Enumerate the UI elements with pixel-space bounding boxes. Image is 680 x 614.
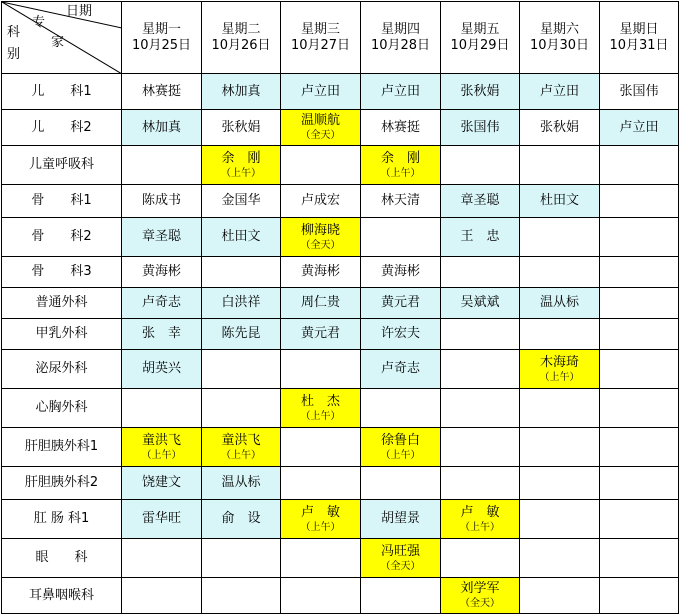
session-note: （上午） xyxy=(300,521,341,533)
department-label: 肝胆胰外科1 xyxy=(2,428,122,467)
schedule-cell xyxy=(122,578,202,614)
schedule-cell xyxy=(122,350,202,389)
department-label: 骨 科1 xyxy=(2,185,122,218)
schedule-cell xyxy=(520,389,600,428)
schedule-cell xyxy=(441,389,520,428)
day-header xyxy=(600,2,679,74)
corner-header xyxy=(2,2,122,74)
schedule-cell xyxy=(202,578,281,614)
doctor-name: 杜田文 xyxy=(539,193,579,208)
doctor-name: 徐鲁白 xyxy=(380,432,420,448)
schedule-cell xyxy=(361,539,441,578)
session-note: （上午） xyxy=(300,410,341,422)
department-label: 眼 科 xyxy=(2,539,122,578)
day-date: 10月31日 xyxy=(609,37,669,53)
schedule-cell xyxy=(600,428,679,467)
table-row xyxy=(2,389,679,428)
schedule-cell xyxy=(202,288,281,319)
corner-label-dept-1: 科 xyxy=(7,25,21,40)
schedule-cell xyxy=(281,350,361,389)
department-label: 普通外科 xyxy=(2,288,122,319)
session-note: （上午） xyxy=(460,521,500,533)
schedule-cell xyxy=(122,257,202,288)
day-name: 星期五 xyxy=(460,21,500,37)
schedule-cell xyxy=(202,74,281,110)
doctor-name: 卢立田 xyxy=(300,83,340,99)
schedule-cell xyxy=(600,146,679,185)
doctor-name: 章圣聪 xyxy=(141,229,181,244)
schedule-cell xyxy=(202,218,281,257)
schedule-cell xyxy=(122,74,202,110)
schedule-cell xyxy=(520,578,600,614)
day-header xyxy=(441,2,520,74)
schedule-cell xyxy=(441,146,520,185)
doctor-name: 黄海彬 xyxy=(380,264,420,279)
doctor-name: 童洪飞 xyxy=(221,432,261,448)
day-date: 10月25日 xyxy=(131,37,192,53)
schedule-cell xyxy=(361,500,441,539)
department-label: 耳鼻咽喉科 xyxy=(2,578,122,614)
doctor-name: 胡英兴 xyxy=(141,361,181,376)
schedule-cell xyxy=(441,578,520,614)
schedule-cell xyxy=(520,319,600,350)
doctor-name: 张国伟 xyxy=(619,83,659,99)
schedule-cell xyxy=(202,185,281,218)
table-row xyxy=(2,288,679,319)
doctor-name: 张秋娟 xyxy=(539,119,579,135)
schedule-cell xyxy=(600,467,679,500)
doctor-name: 林加真 xyxy=(141,119,181,135)
doctor-name: 温顺航 xyxy=(300,113,340,128)
schedule-cell xyxy=(281,578,361,614)
doctor-name: 卢成宏 xyxy=(300,193,340,208)
table-row xyxy=(2,110,679,146)
schedule-cell xyxy=(361,350,441,389)
session-note: （上午） xyxy=(380,449,421,461)
doctor-name: 黄海彬 xyxy=(300,264,340,279)
table-row xyxy=(2,500,679,539)
schedule-cell xyxy=(122,110,202,146)
session-note: （上午） xyxy=(539,371,580,383)
doctor-name: 王 忠 xyxy=(460,229,500,244)
schedule-cell xyxy=(361,185,441,218)
session-note: （上午） xyxy=(380,167,421,179)
schedule-cell xyxy=(520,288,600,319)
doctor-name: 金国华 xyxy=(221,193,261,208)
schedule-cell xyxy=(441,218,520,257)
schedule-cell xyxy=(361,389,441,428)
schedule-cell xyxy=(281,467,361,500)
table-row xyxy=(2,146,679,185)
doctor-name: 陈先昆 xyxy=(221,326,261,341)
department-label: 骨 科3 xyxy=(2,257,122,288)
corner-label-dept-2: 别 xyxy=(7,47,21,62)
schedule-cell xyxy=(281,319,361,350)
day-header xyxy=(202,2,281,74)
schedule-cell xyxy=(600,578,679,614)
schedule-cell xyxy=(122,539,202,578)
doctor-name: 白洪祥 xyxy=(221,295,261,310)
schedule-cell xyxy=(441,350,520,389)
schedule-cell xyxy=(441,467,520,500)
schedule-cell xyxy=(520,74,600,110)
table-row xyxy=(2,319,679,350)
schedule-cell xyxy=(600,500,679,539)
table-row xyxy=(2,185,679,218)
schedule-cell xyxy=(202,500,281,539)
doctor-name: 黄海彬 xyxy=(141,264,181,279)
table-row xyxy=(2,350,679,389)
schedule-cell xyxy=(361,428,441,467)
schedule-cell xyxy=(361,288,441,319)
session-note: （全天） xyxy=(300,239,341,251)
doctor-name: 卢立田 xyxy=(619,119,659,135)
schedule-cell xyxy=(520,218,600,257)
schedule-cell xyxy=(441,539,520,578)
table-row xyxy=(2,257,679,288)
session-note: （全天） xyxy=(460,598,500,609)
day-name: 星期六 xyxy=(539,21,579,37)
doctor-name: 吴斌斌 xyxy=(460,295,500,310)
schedule-cell xyxy=(520,350,600,389)
schedule-cell xyxy=(281,539,361,578)
schedule-cell xyxy=(122,428,202,467)
doctor-name: 杜 杰 xyxy=(300,393,340,409)
doctor-name: 陈成书 xyxy=(141,193,181,208)
schedule-cell xyxy=(202,350,281,389)
schedule-cell xyxy=(281,389,361,428)
schedule-cell xyxy=(281,257,361,288)
schedule-cell xyxy=(600,539,679,578)
table-row xyxy=(2,467,679,500)
schedule-cell xyxy=(520,146,600,185)
day-date: 10月30日 xyxy=(529,37,590,53)
schedule-cell xyxy=(361,146,441,185)
doctor-name: 卢奇志 xyxy=(141,295,181,310)
schedule-cell xyxy=(441,74,520,110)
doctor-name: 许宏夫 xyxy=(380,326,420,341)
department-label: 骨 科2 xyxy=(2,218,122,257)
schedule-cell xyxy=(122,218,202,257)
schedule-cell xyxy=(202,539,281,578)
doctor-name: 余 刚 xyxy=(221,150,261,166)
doctor-name: 柳海晓 xyxy=(300,222,340,238)
corner-label-expert-2: 家 xyxy=(51,35,65,50)
session-note: （上午） xyxy=(221,449,261,461)
schedule-cell xyxy=(600,110,679,146)
schedule-cell xyxy=(122,185,202,218)
department-label: 甲乳外科 xyxy=(2,319,122,350)
schedule-cell xyxy=(281,185,361,218)
day-header xyxy=(520,2,600,74)
schedule-cell xyxy=(441,110,520,146)
session-note: （全天） xyxy=(380,560,421,572)
doctor-name: 杜田文 xyxy=(221,229,261,244)
schedule-cell xyxy=(441,288,520,319)
schedule-cell xyxy=(520,539,600,578)
table-row xyxy=(2,218,679,257)
day-name: 星期二 xyxy=(221,21,261,37)
doctor-name: 黄元君 xyxy=(380,295,420,310)
schedule-cell xyxy=(202,319,281,350)
doctor-name: 雷华旺 xyxy=(141,511,181,526)
schedule-cell xyxy=(600,350,679,389)
doctor-name: 张秋娟 xyxy=(221,119,261,135)
doctor-name: 木海琦 xyxy=(539,354,579,370)
department-label: 儿 科2 xyxy=(2,110,122,146)
corner-label-expert-1: 专 xyxy=(32,15,46,30)
schedule-cell xyxy=(281,288,361,319)
department-label: 肛 肠 科1 xyxy=(2,500,122,539)
doctor-name: 张国伟 xyxy=(460,119,500,135)
schedule-cell xyxy=(122,288,202,319)
doctor-name: 林天清 xyxy=(380,193,420,208)
day-header xyxy=(361,2,441,74)
schedule-cell xyxy=(281,74,361,110)
doctor-name: 冯旺强 xyxy=(380,543,420,559)
session-note: （全天） xyxy=(300,130,341,141)
table-row xyxy=(2,539,679,578)
doctor-name: 张 幸 xyxy=(141,326,181,341)
day-date: 10月26日 xyxy=(211,37,271,53)
schedule-cell xyxy=(600,74,679,110)
schedule-cell xyxy=(600,288,679,319)
day-header xyxy=(122,2,202,74)
day-name: 星期四 xyxy=(380,21,420,37)
doctor-name: 林赛挺 xyxy=(380,119,420,135)
schedule-cell xyxy=(281,110,361,146)
schedule-cell xyxy=(361,467,441,500)
doctor-name: 饶建文 xyxy=(141,475,181,490)
schedule-cell xyxy=(441,257,520,288)
schedule-cell xyxy=(122,389,202,428)
schedule-cell xyxy=(441,428,520,467)
schedule-cell xyxy=(281,146,361,185)
department-label: 心胸外科 xyxy=(2,389,122,428)
schedule-cell xyxy=(441,185,520,218)
schedule-cell xyxy=(281,500,361,539)
doctor-name: 卢 敏 xyxy=(300,504,340,520)
schedule-cell xyxy=(520,110,600,146)
session-note: （上午） xyxy=(141,449,182,461)
schedule-cell xyxy=(520,185,600,218)
schedule-cell xyxy=(520,257,600,288)
day-name: 星期一 xyxy=(141,21,181,37)
schedule-cell xyxy=(202,467,281,500)
schedule-cell xyxy=(202,428,281,467)
doctor-name: 卢奇志 xyxy=(380,361,420,376)
doctor-name: 林加真 xyxy=(221,83,261,99)
schedule-cell xyxy=(361,578,441,614)
schedule-cell xyxy=(520,500,600,539)
department-label: 泌尿外科 xyxy=(2,350,122,389)
schedule-cell xyxy=(441,319,520,350)
schedule-cell xyxy=(600,389,679,428)
doctor-name: 胡望景 xyxy=(380,511,420,526)
schedule-cell xyxy=(600,185,679,218)
session-note: （上午） xyxy=(221,167,261,179)
corner-label-date: 日期 xyxy=(66,4,93,19)
doctor-name: 卢立田 xyxy=(539,83,579,99)
doctor-name: 刘学军 xyxy=(460,581,500,596)
header-row xyxy=(2,2,679,74)
schedule-cell xyxy=(122,500,202,539)
department-label: 肝胆胰外科2 xyxy=(2,467,122,500)
schedule-cell xyxy=(600,319,679,350)
schedule-cell xyxy=(361,218,441,257)
schedule-cell xyxy=(202,389,281,428)
day-header xyxy=(281,2,361,74)
schedule-cell xyxy=(600,218,679,257)
schedule-cell xyxy=(122,146,202,185)
schedule-cell xyxy=(361,74,441,110)
schedule-cell xyxy=(202,110,281,146)
schedule-cell xyxy=(441,500,520,539)
doctor-name: 余 刚 xyxy=(380,150,420,166)
doctor-name: 俞 设 xyxy=(221,511,261,526)
doctor-name: 林赛挺 xyxy=(141,83,181,99)
department-label: 儿 科1 xyxy=(2,74,122,110)
day-name: 星期三 xyxy=(300,21,340,37)
schedule-cell xyxy=(361,110,441,146)
schedule-table xyxy=(1,1,679,614)
schedule-cell xyxy=(202,257,281,288)
schedule-cell xyxy=(202,146,281,185)
doctor-name: 童洪飞 xyxy=(141,432,181,448)
schedule-cell xyxy=(520,428,600,467)
schedule-cell xyxy=(361,319,441,350)
day-date: 10月29日 xyxy=(450,37,510,53)
doctor-name: 卢 敏 xyxy=(460,504,500,520)
schedule-cell xyxy=(361,257,441,288)
doctor-name: 周仁贵 xyxy=(300,295,340,310)
doctor-name: 卢立田 xyxy=(380,83,420,99)
day-name: 星期日 xyxy=(619,21,659,37)
schedule-cell xyxy=(122,467,202,500)
day-date: 10月28日 xyxy=(370,37,431,53)
doctor-name: 章圣聪 xyxy=(460,193,500,208)
schedule-cell xyxy=(281,428,361,467)
doctor-name: 温从标 xyxy=(221,475,261,490)
schedule-cell xyxy=(600,257,679,288)
schedule-cell xyxy=(520,467,600,500)
department-label: 儿童呼吸科 xyxy=(2,146,122,185)
schedule-cell xyxy=(122,319,202,350)
table-row xyxy=(2,578,679,614)
day-date: 10月27日 xyxy=(290,37,351,53)
table-row xyxy=(2,74,679,110)
doctor-name: 黄元君 xyxy=(300,326,340,341)
table-row xyxy=(2,428,679,467)
doctor-name: 温从标 xyxy=(539,295,579,310)
schedule-cell xyxy=(281,218,361,257)
doctor-name: 张秋娟 xyxy=(460,83,500,99)
